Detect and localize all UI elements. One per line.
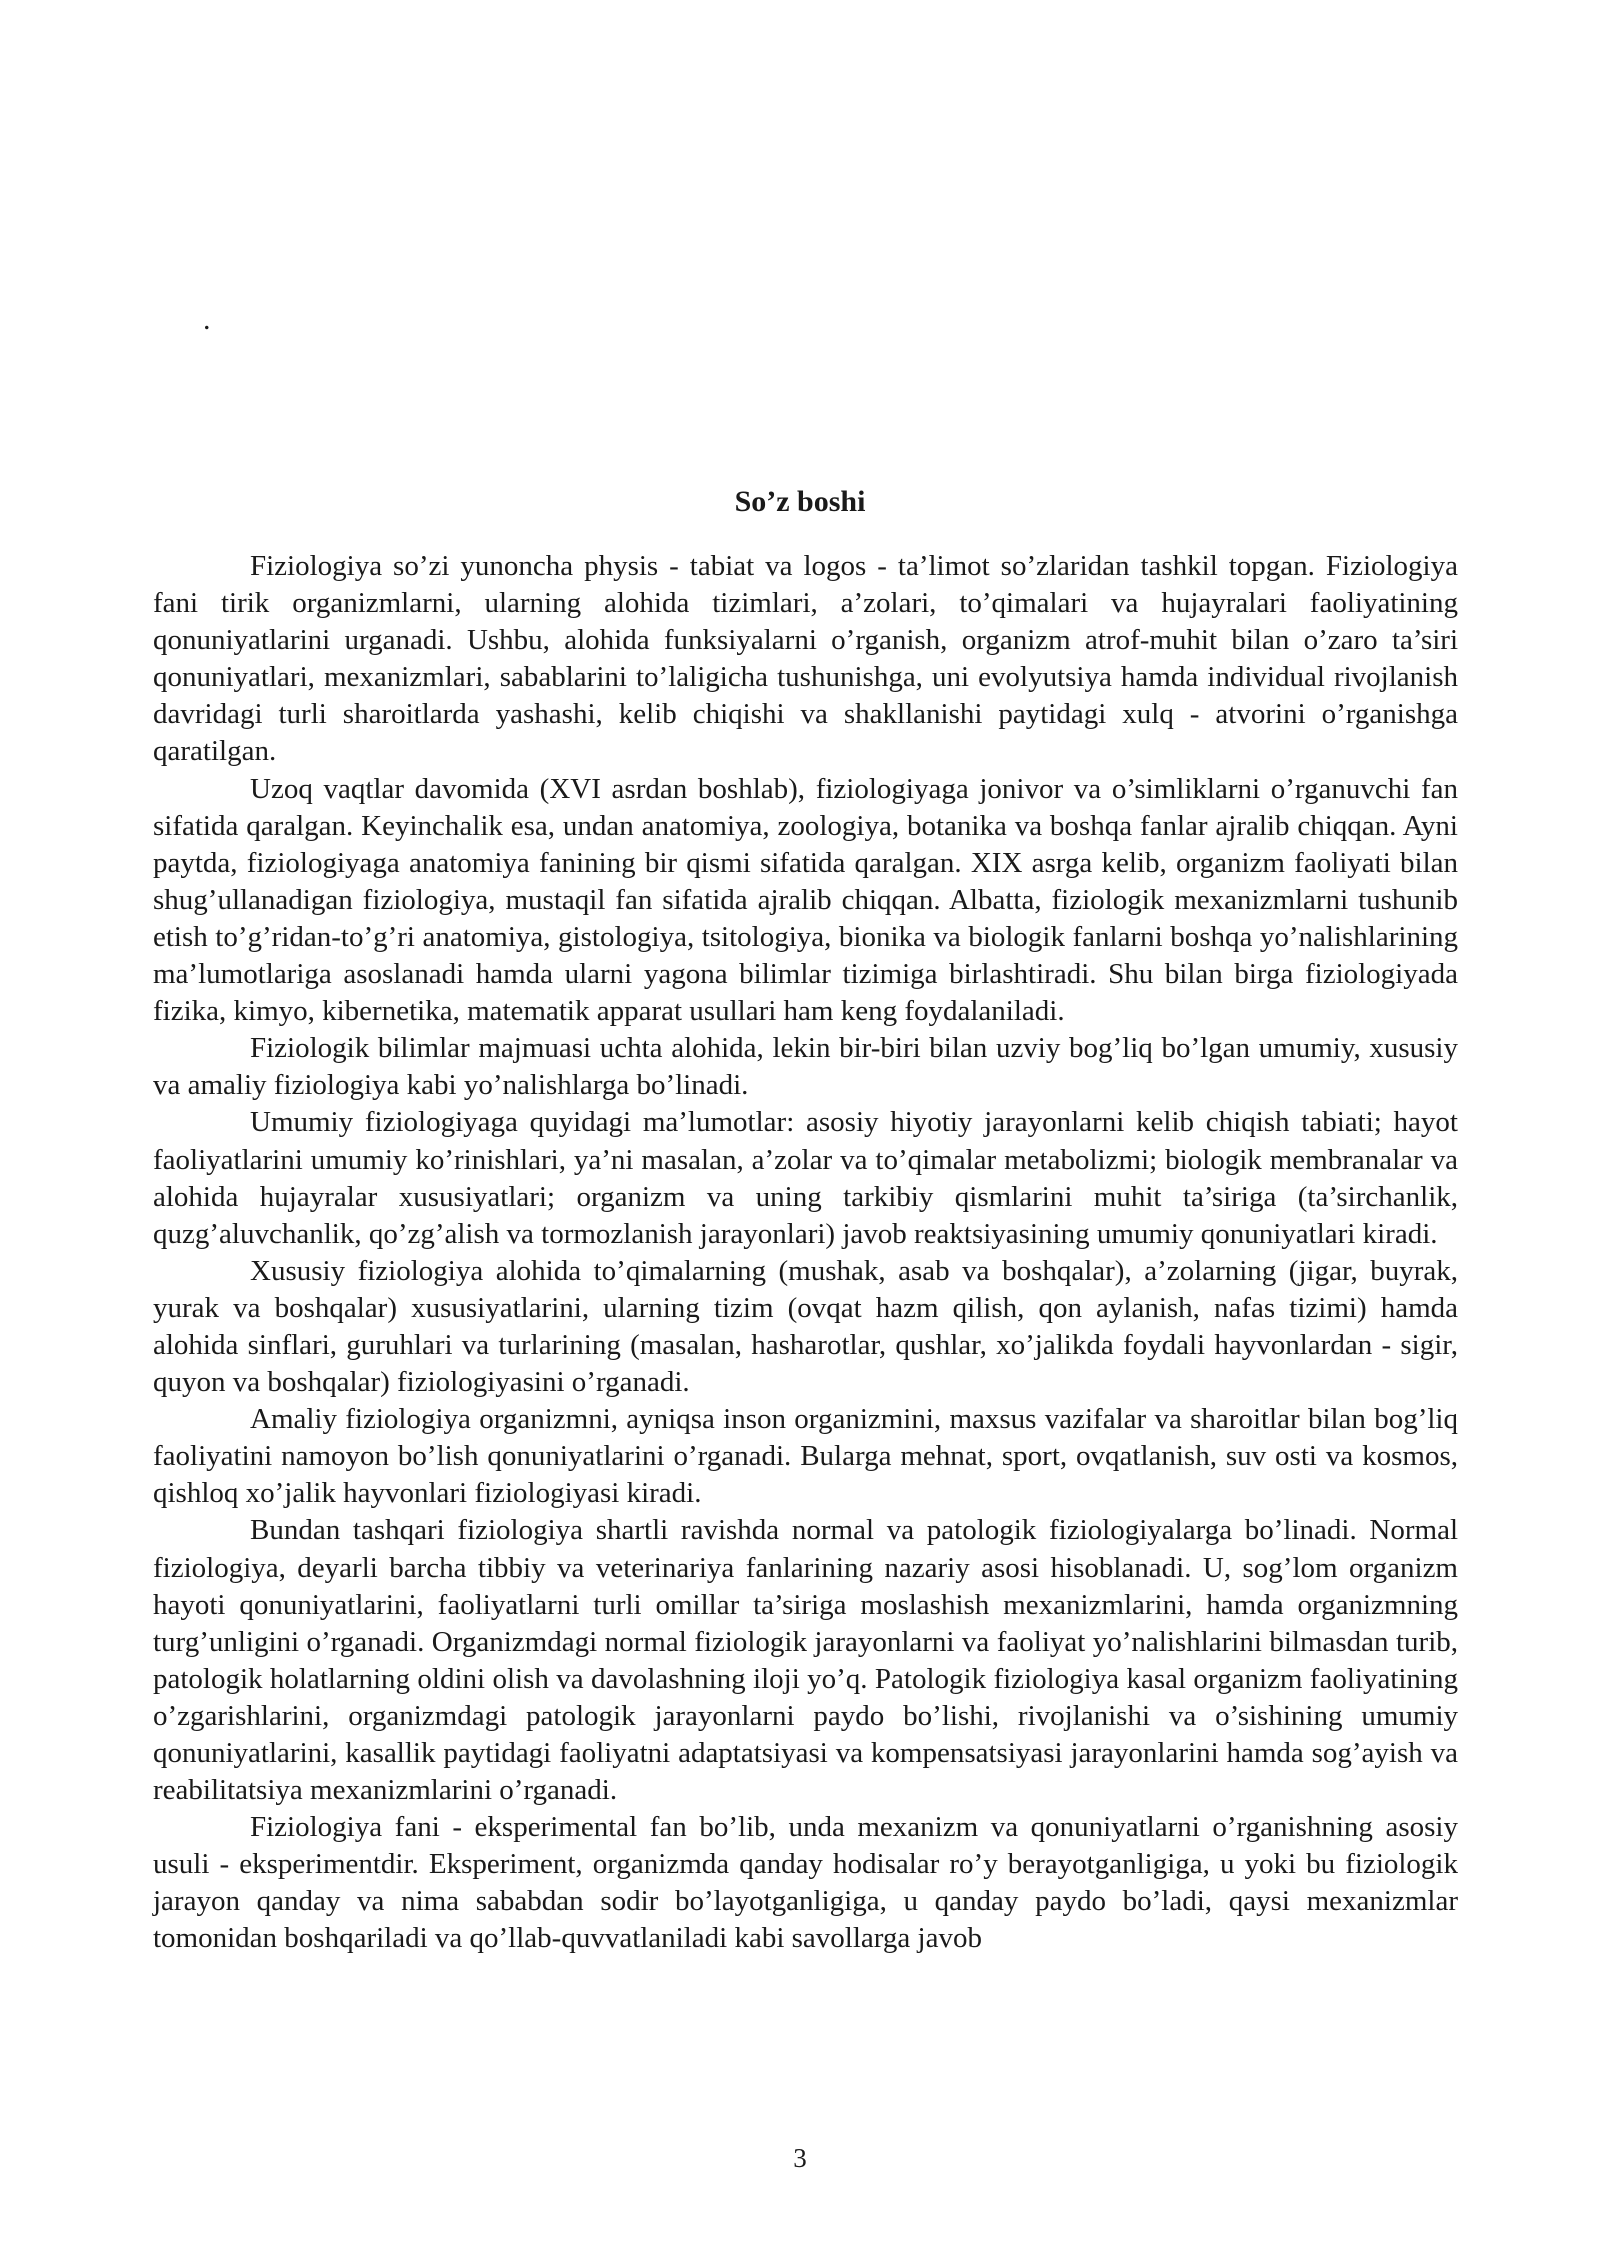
paragraph-4: Umumiy fiziologiyaga quyidagi ma’lumotlar: asosiy hiyotiy jarayonlarni kelib chiqish tabiati; hayot faoliyatlarini umumiy ko’rinishlari, ya’ni masalan, a’zolar va to’qimalar metabolizmi; biologik membranalar va alohida hujayralar xususiyatlari; organizm va uning tarkibiy qismlarini muhit ta’siriga (ta’sirchanlik, quzg’aluvchanlik, qo’zg’alish va tormozlanish jarayonlari) javob reaktsiyasining umumiy qonuniyatlari kiradi. — [153, 1106, 1458, 1250]
paragraph-7: Bundan tashqari fiziologiya shartli ravishda normal va patologik fiziologiyalarga bo’linadi. Normal fiziologiya, deyarli barcha tibbiy va veterinariya fanlarining nazariy asosi hisoblanadi. U, sog’lom organizm hayoti qonuniyatlarini, faoliyatlarni turli omillar ta’siriga moslashish mexanizmlarini, hamda organizmning turg’unligini o’rganadi. Organizmdagi normal fiziologik jarayonlarni va faoliyat yo’nalishlarini bilmasdan turib, patologik holatlarning oldini olish va davolashning iloji yo’q. Patologik fiziologiya kasal organizm faoliyatining o’zgarishlarini, organizmdagi patologik jarayonlarni paydo bo’lishi, rivojlanishi va o’sishining umumiy qonuniyatlarini, kasallik paytidagi faoliyatni adaptatsiyasi va kompensatsiyasi jarayonlarini hamda sog’ayish va reabilitatsiya mexanizmlarini o’rganadi. — [153, 1514, 1458, 1807]
page-number: 3 — [793, 2143, 807, 2173]
paragraph-8: Fiziologiya fani - eksperimental fan bo’lib, unda mexanizm va qonuniyatlarni o’rganishning asosiy usuli - eksperimentdir. Eksperiment, organizmda qanday hodisalar ro’y berayotganligiga, u yoki bu fiziologik jarayon qanday va nima sababdan sodir bo’layotganligiga, u qanday paydo bo’ladi, qaysi mexanizmlar tomonidan boshqariladi va qo’llab-quvvatlaniladi kabi savollarga javob — [153, 1811, 1458, 1955]
paragraph-1: Fiziologiya so’zi yunoncha physis - tabiat va logos - ta’limot so’zlaridan tashkil topgan. Fiziologiya fani tirik organizmlarni, ularning alohida tizimlari, a’zolari, to’qimalari va hujayralari faoliyatining qonuniyatlarini urganadi. Ushbu, alohida funksiyalarni o’rganish, organizm atrof-muhit bilan o’zaro ta’siri qonuniyatlari, mexanizmlari, sabablarini to’laligicha tushunishga, uni evolyutsiya hamda individual rivojlanish davridagi turli sharoitlarda yashashi, kelib chiqishi va shakllanishi paytidagi xulq - atvorini o’rganishga qaratilgan. — [153, 550, 1458, 768]
paragraph-6: Amaliy fiziologiya organizmni, ayniqsa inson organizmini, maxsus vazifalar va sharoitlar bilan bog’liq faoliyatini namoyon bo’lish qonuniyatlarini o’rganadi. Bularga mehnat, sport, ovqatlanish, suv osti va kosmos, qishloq xo’jalik hayvonlari fiziologiyasi kiradi. — [153, 1403, 1458, 1510]
paragraph-5: Xususiy fiziologiya alohida to’qimalarning (mushak, asab va boshqalar), a’zolarning (jigar, buyrak, yurak va boshqalar) xususiyatlarini, ularning tizim (ovqat hazm qilish, qon aylanish, nafas tizimi) hamda alohida sinflari, guruhlari va turlarining (masalan, hasharotlar, qushlar, xo’jalikda foydali hayvonlardan - sigir, quyon va boshqalar) fiziologiyasini o’rganadi. — [153, 1254, 1458, 1399]
page-title: So’z boshi — [734, 485, 866, 518]
stray-mark: . — [203, 303, 211, 336]
paragraph-2: Uzoq vaqtlar davomida (XVI asrdan boshlab), fiziologiyaga jonivor va o’simliklarni o’rganuvchi fan sifatida qaralgan. Keyinchalik esa, undan anatomiya, zoologiya, botanika va boshqa fanlar ajralib chiqqan. Ayni paytda, fiziologiyaga anatomiya fanining bir qismi sifatida qaralgan. XIX asrga kelib, organizm faoliyati bilan shug’ullanadigan fiziologiya, mustaqil fan sifatida ajralib chiqqan. Albatta, fiziologik mexanizmlarni tushunib etish to’g’ridan-to’g’ri anatomiya, gistologiya, tsitologiya, bionika va biologik fanlarni boshqa yo’nalishlarining ma’lumotlariga asoslanadi hamda ularni yagona bilimlar tizimiga birlashtiradi. Shu bilan birga fiziologiyada fizika, kimyo, kibernetika, matematik apparat usullari ham keng foydalaniladi. — [153, 772, 1458, 1028]
paragraph-3: Fiziologik bilimlar majmuasi uchta alohida, lekin bir-biri bilan uzviy bog’liq bo’lgan umumiy, xususiy va amaliy fiziologiya kabi yo’nalishlarga bo’linadi. — [153, 1032, 1458, 1102]
body-text — [153, 548, 1458, 1958]
